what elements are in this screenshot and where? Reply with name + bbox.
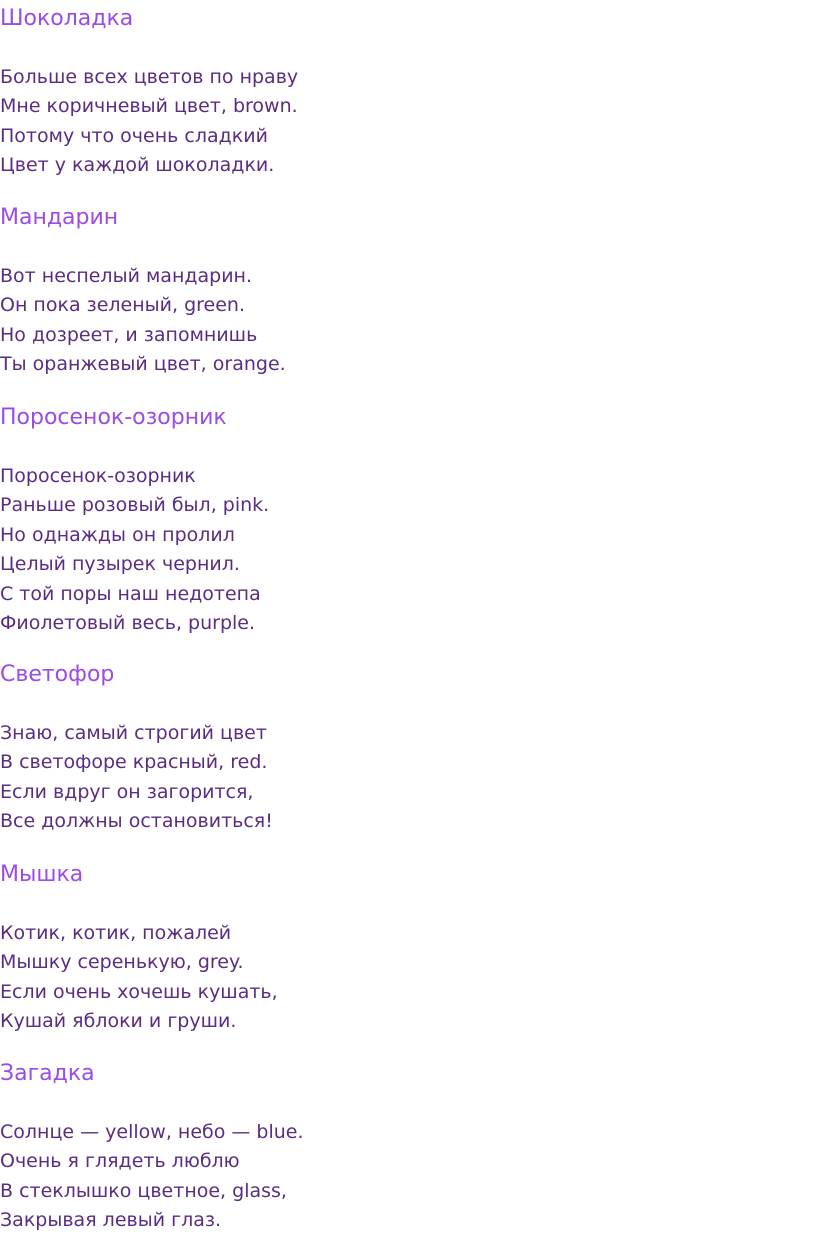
poem-line: Раньше розовый был, pink. bbox=[0, 494, 270, 517]
poem-stanza bbox=[0, 919, 816, 1037]
poem-mouse bbox=[0, 862, 816, 1037]
poem-chocolate bbox=[0, 6, 816, 181]
poem-title: Мышка bbox=[0, 862, 84, 887]
poem-line: Солнце — yellow, небо — blue. bbox=[0, 1121, 304, 1143]
poem-line: Потому что очень сладкий bbox=[0, 124, 268, 147]
poem-title: Мандарин bbox=[0, 205, 119, 230]
poem-stanza bbox=[0, 262, 816, 380]
poem-line: Вот неспелый мандарин. bbox=[0, 265, 253, 287]
poem-line: Цвет у каждой шоколадки. bbox=[0, 154, 275, 177]
poem-line: Если вдруг он загорится, bbox=[0, 780, 254, 803]
poem-piglet bbox=[0, 405, 816, 638]
poem-line: Мышку серенькую, grey. bbox=[0, 951, 244, 974]
poem-stanza bbox=[0, 63, 816, 181]
poem-line: Закрывая левый глаз. bbox=[0, 1209, 222, 1232]
poem-line: Очень я глядеть люблю bbox=[0, 1150, 240, 1173]
poem-line: Но однажды он пролил bbox=[0, 523, 235, 546]
poem-line: Котик, котик, пожалей bbox=[0, 922, 232, 944]
poem-title: Шоколадка bbox=[0, 6, 134, 31]
poem-line: Все должны остановиться! bbox=[0, 810, 273, 833]
poem-line: Если очень хочешь кушать, bbox=[0, 980, 278, 1003]
poem-line: Кушай яблоки и груши. bbox=[0, 1010, 237, 1033]
poem-title: Загадка bbox=[0, 1061, 95, 1086]
poem-title: Светофор bbox=[0, 662, 115, 687]
poem-title: Поросенок-озорник bbox=[0, 405, 227, 430]
poem-line: В стеклышко цветное, glass, bbox=[0, 1179, 287, 1202]
poem-line: С той поры наш недотепа bbox=[0, 582, 261, 605]
poem-line: Больше всех цветов по нраву bbox=[0, 66, 299, 88]
poem-line: Поросенок-озорник bbox=[0, 465, 196, 487]
poem-line: Но дозреет, и запомнишь bbox=[0, 323, 258, 346]
poem-riddle bbox=[0, 1061, 816, 1236]
poem-line: Фиолетовый весь, purple. bbox=[0, 612, 256, 635]
poem-stanza bbox=[0, 1118, 816, 1236]
poem-line: Он пока зеленый, green. bbox=[0, 294, 246, 317]
poem-tangerine bbox=[0, 205, 816, 380]
poem-line: Ты оранжевый цвет, orange. bbox=[0, 353, 286, 376]
poem-line: Целый пузырек чернил. bbox=[0, 553, 240, 576]
poem-stanza bbox=[0, 462, 816, 638]
poem-line: Знаю, самый строгий цвет bbox=[0, 722, 267, 744]
poem-traffic-light bbox=[0, 662, 816, 837]
poem-stanza bbox=[0, 719, 816, 837]
poem-line: Мне коричневый цвет, brown. bbox=[0, 95, 298, 118]
poem-line: В светофоре красный, red. bbox=[0, 751, 268, 774]
